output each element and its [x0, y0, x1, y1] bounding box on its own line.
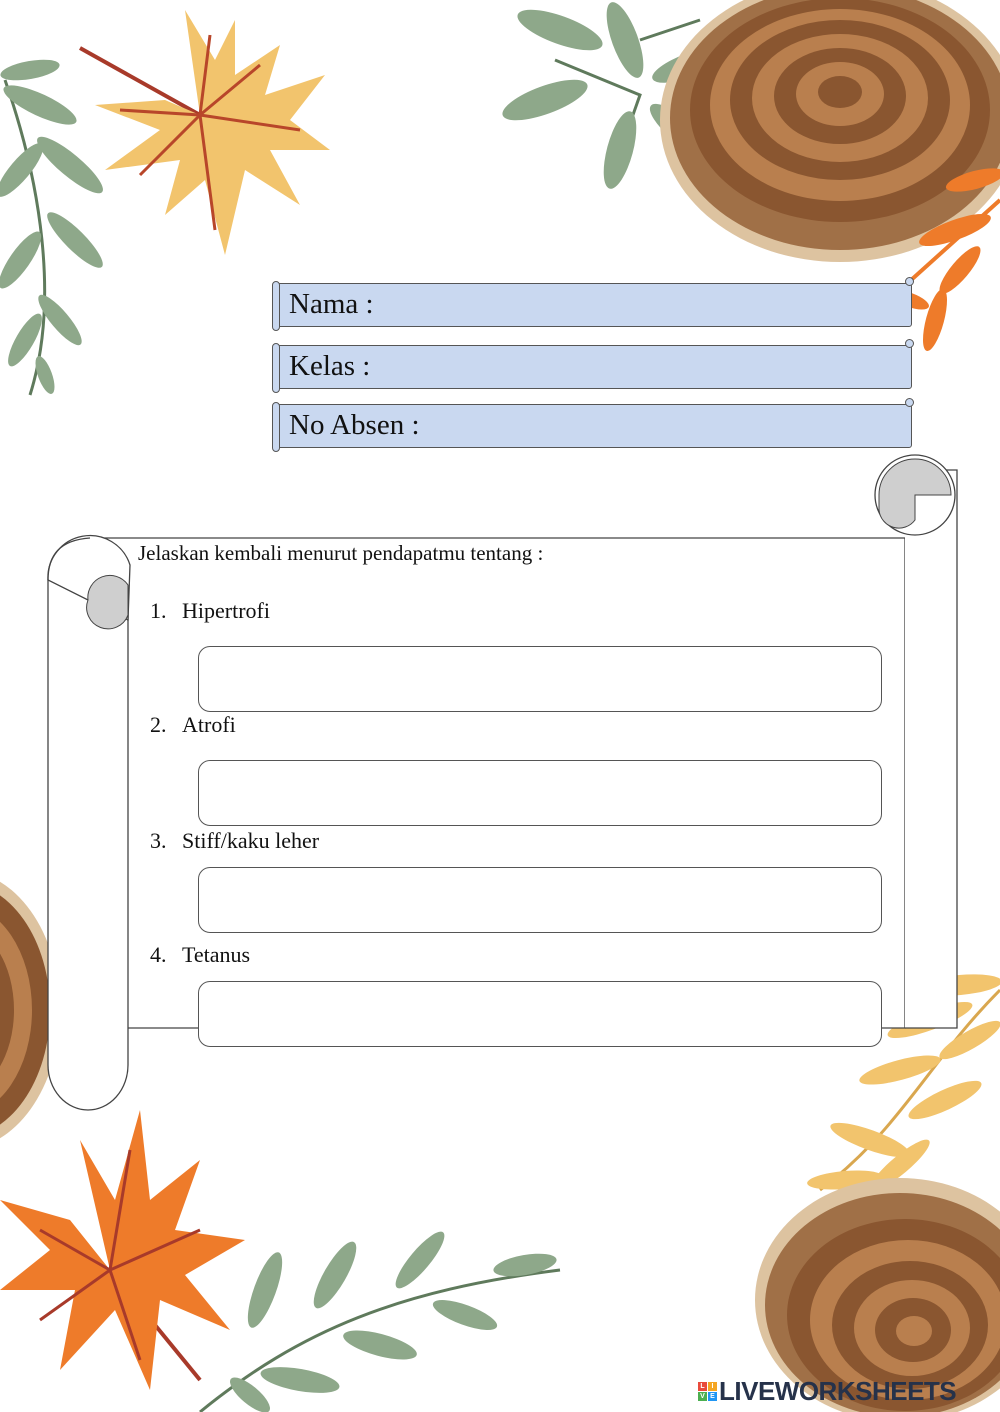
banner-curl-right	[905, 277, 914, 286]
question-2-label	[150, 712, 236, 738]
question-text: Stiff/kaku leher	[182, 828, 320, 853]
maple-leaf-icon	[80, 10, 330, 255]
logo-letter: L	[698, 1382, 707, 1391]
liveworksheets-logo-icon	[698, 1382, 717, 1401]
class-field-banner[interactable]	[276, 345, 912, 389]
banner-curl-left	[272, 343, 280, 393]
logo-letter: E	[708, 1392, 717, 1401]
absence-number-field-label: No Absen :	[289, 409, 420, 441]
banner-curl-left	[272, 402, 280, 452]
question-number: 4.	[150, 942, 167, 967]
answer-input-2[interactable]	[198, 760, 882, 826]
sage-leaf-icon	[0, 56, 109, 396]
liveworksheets-watermark[interactable]	[698, 1376, 956, 1406]
banner-curl-right	[905, 398, 914, 407]
sage-leaf-icon	[200, 1226, 560, 1412]
question-4-label	[150, 942, 250, 968]
absence-number-field-banner[interactable]	[276, 404, 912, 448]
question-number: 1.	[150, 598, 167, 623]
banner-curl-left	[272, 281, 280, 331]
maple-leaf-icon	[0, 1110, 245, 1390]
question-number: 3.	[150, 828, 167, 853]
answer-input-1[interactable]	[198, 646, 882, 712]
instruction-text: Jelaskan kembali menurut pendapatmu tentang :	[138, 541, 544, 565]
name-field-label: Nama :	[289, 288, 374, 320]
question-text: Atrofi	[182, 712, 236, 737]
logo-letter: I	[708, 1382, 717, 1391]
logo-letter: V	[698, 1392, 707, 1401]
watermark-text: LIVEWORKSHEETS	[719, 1375, 957, 1406]
question-text: Tetanus	[182, 942, 251, 967]
question-number: 2.	[150, 712, 167, 737]
class-field-label: Kelas :	[289, 350, 371, 382]
answer-input-3[interactable]	[198, 867, 882, 933]
answer-input-4[interactable]	[198, 981, 882, 1047]
name-field-banner[interactable]	[276, 283, 912, 327]
question-text: Hipertrofi	[182, 598, 270, 623]
question-3-label	[150, 828, 319, 854]
banner-curl-right	[905, 339, 914, 348]
question-1-label	[150, 598, 270, 624]
